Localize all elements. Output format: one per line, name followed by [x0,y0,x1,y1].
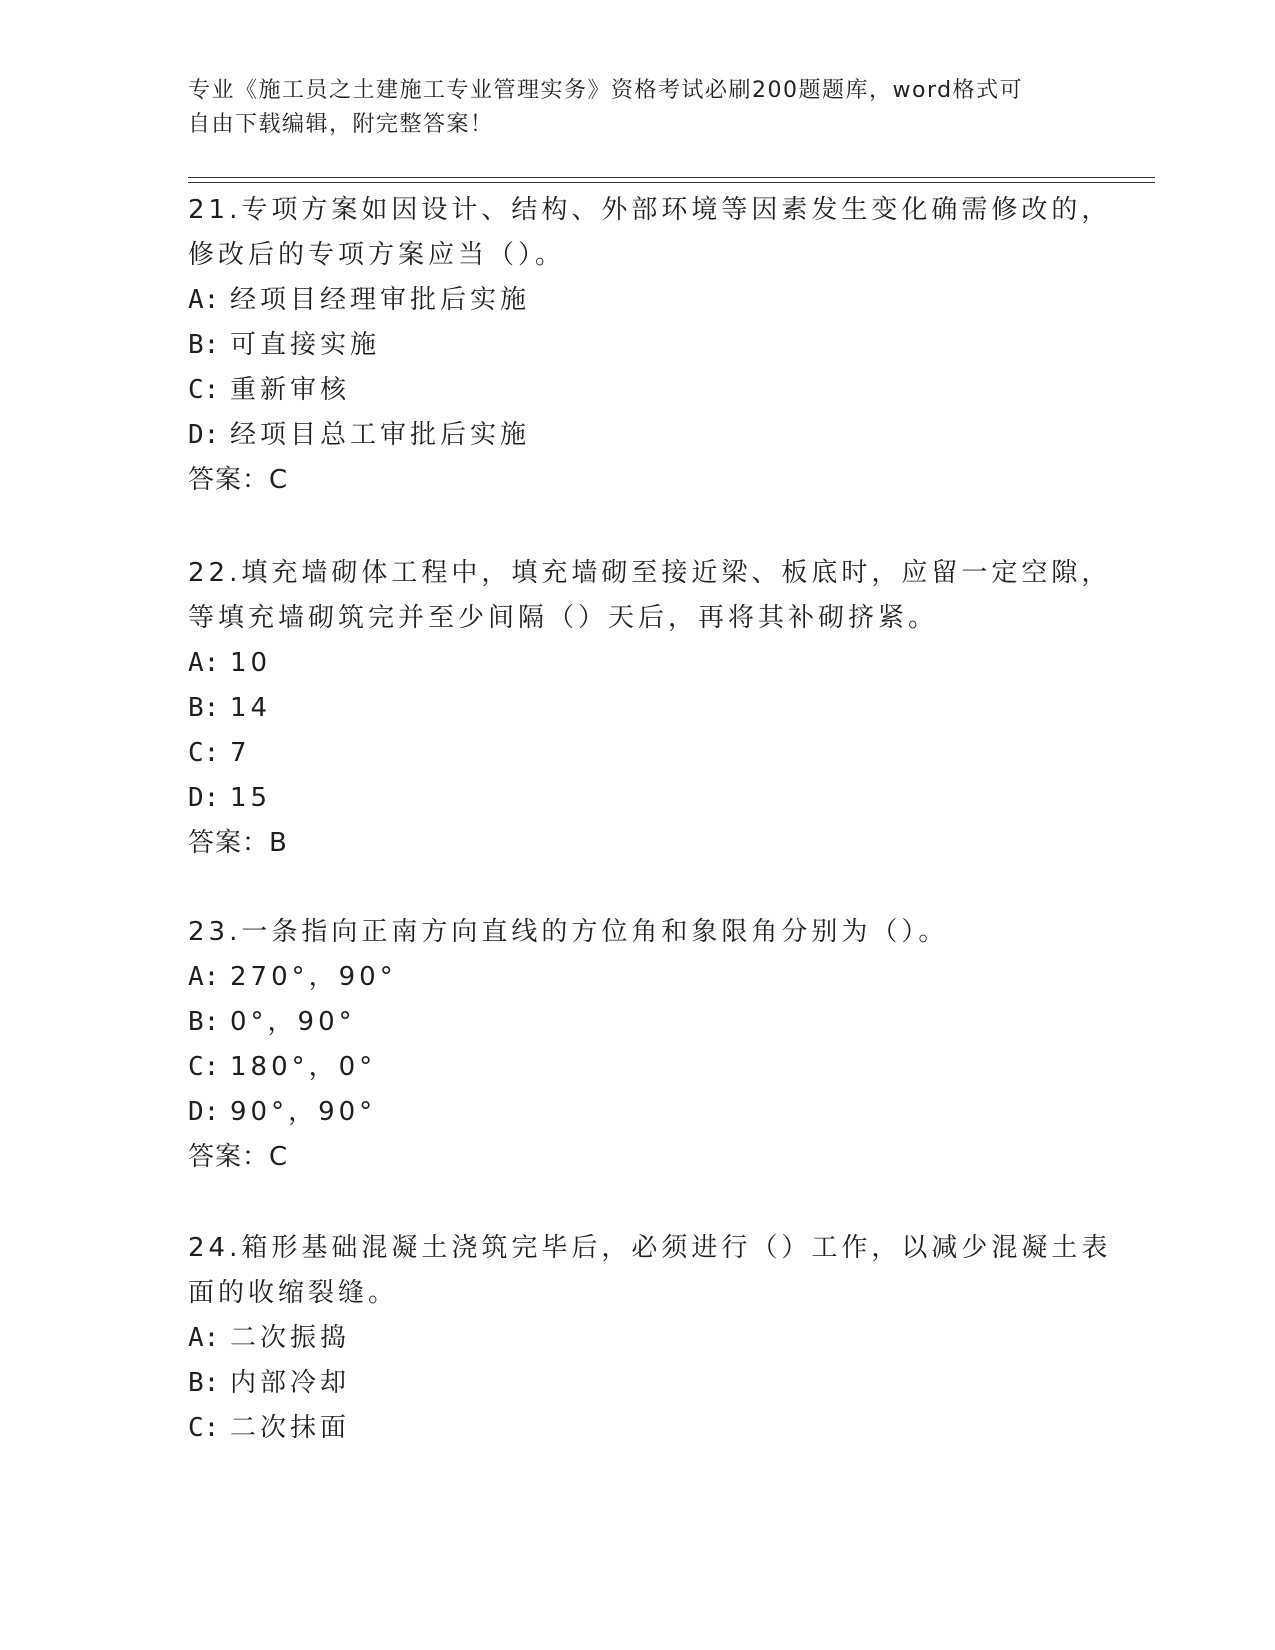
option-text: 经项目总工审批后实施 [230,420,531,450]
option-label: B: [188,1007,220,1037]
option-label: A: [188,962,220,992]
question-21 [188,188,1112,503]
option-label: D: [188,420,220,450]
option-b [188,323,1088,368]
option-text: 二次振捣 [230,1323,351,1353]
option-d [188,1090,1088,1135]
option-text: 15 [230,783,272,813]
answer: 答案：C [188,465,289,495]
option-b [188,686,1088,731]
option-text: 内部冷却 [230,1368,351,1398]
option-a [188,278,1088,323]
stem-line: 修改后的专项方案应当（）。 [188,240,566,270]
option-text: 0°，90° [230,1007,356,1037]
stem-line: 面的收缩裂缝。 [188,1278,399,1308]
document-header [188,74,1068,142]
option-c [188,368,1088,413]
stem-line: 21.专项方案如因设计、结构、外部环境等因素发生变化确需修改的， [188,195,1112,225]
header-line-2: 自由下载编辑，附完整答案！ [188,112,494,137]
option-text: 二次抹面 [230,1413,351,1443]
question-22 [188,551,1112,866]
answer: 答案：B [188,828,288,858]
option-label: A: [188,1323,220,1353]
option-label: D: [188,783,220,813]
option-text: 重新审核 [230,375,351,405]
option-b [188,1000,1088,1045]
option-text: 270°，90° [230,962,397,992]
header-line-1: 专业《施工员之土建施工专业管理实务》资格考试必刷200题题库，word格式可 [188,78,1024,103]
header-rule-top [188,177,1155,178]
option-label: B: [188,693,220,723]
option-d [188,413,1088,458]
option-label: A: [188,285,220,315]
stem-line: 23.一条指向正南方向直线的方位角和象限角分别为（）。 [188,917,949,947]
option-label: B: [188,330,220,360]
option-d [188,776,1088,821]
option-text: 14 [230,693,272,723]
question-24 [188,1226,1112,1451]
answer: 答案：C [188,1142,289,1172]
option-c [188,731,1088,776]
question-stem [188,551,1112,641]
stem-line: 24.箱形基础混凝土浇筑完毕后，必须进行（）工作，以减少混凝土表 [188,1233,1112,1263]
option-a [188,1316,1088,1361]
option-c [188,1406,1088,1451]
option-b [188,1361,1088,1406]
option-label: C: [188,375,220,405]
question-23 [188,910,1088,1180]
stem-line: 22.填充墙砌体工程中，填充墙砌至接近梁、板底时，应留一定空隙， [188,558,1112,588]
question-stem [188,188,1112,278]
option-text: 180°，0° [230,1052,377,1082]
option-label: A: [188,648,220,678]
header-rule-bottom [188,182,1155,183]
option-a [188,955,1088,1000]
option-text: 7 [230,738,251,768]
option-a [188,641,1088,686]
option-text: 经项目经理审批后实施 [230,285,531,315]
option-c [188,1045,1088,1090]
option-label: C: [188,1052,220,1082]
option-text: 可直接实施 [230,330,381,360]
option-label: B: [188,1368,220,1398]
stem-line: 等填充墙砌筑完并至少间隔（）天后，再将其补砌挤紧。 [188,603,939,633]
option-text: 10 [230,648,272,678]
option-label: C: [188,1413,220,1443]
option-label: D: [188,1097,220,1127]
question-stem [188,910,1088,955]
option-text: 90°，90° [230,1097,377,1127]
option-label: C: [188,738,220,768]
question-stem [188,1226,1112,1316]
